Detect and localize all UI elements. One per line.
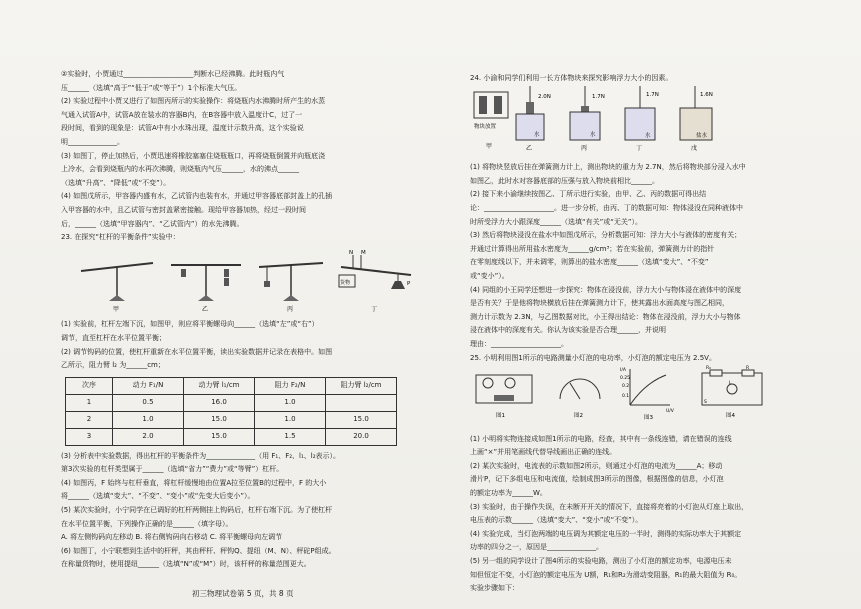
figure-label: P — [407, 280, 411, 287]
text-line: (5) 另一组的同学设计了图4所示的实验电路，测出了小灯泡的额定功率，电源电压未 — [470, 557, 732, 566]
text-line: (3) 如图丁，停止加热后，小贾迅速将橡胶塞塞住烧瓶瓶口，再将烧瓶倒置并向瓶底浇 — [61, 151, 326, 160]
figure-label: N — [349, 249, 354, 256]
data-table — [65, 377, 397, 446]
text-line: 功率的四分之一，原因是______________。 — [470, 543, 603, 552]
figure-label: 水 — [590, 131, 596, 138]
circuit-figure-3 — [620, 367, 675, 421]
figure-label: 水 — [534, 131, 540, 138]
figure-label: M — [361, 249, 366, 256]
figure-label: 丁 — [636, 144, 643, 152]
question-title: 25. 小明利用图1所示的电路测量小灯泡的电功率，小灯泡的额定电压为 2.5V。 — [470, 353, 716, 362]
text-line: (4) 同组的小王同学还想进一步探究：物体在浸没前，浮力大小与物体浸在液体中的深度 — [470, 285, 742, 294]
text-line: (3) 分析表中实验数据，得出杠杆的平衡条件为______________（用 F₁、F₂、l₁、l₂表示）。 — [61, 451, 341, 460]
text-line: (1) 实验前，杠杆左端下沉，如图甲，则应将平衡螺母向______（选填“左”或“右”） — [61, 320, 319, 329]
figure-label: S — [704, 400, 707, 406]
text-line: 在水平位置平衡，下列操作正确的是______（填字母）。 — [61, 519, 233, 528]
text-line: (2) 实验过程中小贾又进行了如图丙所示的实验操作：将烧瓶内水沸腾时所产生的水蒸 — [61, 97, 326, 106]
figure-label: U/V — [666, 409, 674, 415]
figure-label: 物块放置 — [474, 123, 497, 130]
text-line: 后，______（选填“甲容器内”、“乙试管内”）的水先沸腾。 — [61, 219, 244, 228]
text-line: (4) 如图戊所示，甲容器内盛有水，乙试管内也装有水，并通过甲容器底部封盖上的孔插 — [61, 192, 333, 201]
figure-label: 2.0N — [538, 93, 551, 100]
text-line: (1) 小明将实物连接成如图1所示的电路，经查，其中有一条线连错，请在错误的连线 — [470, 434, 732, 443]
figure-label: 图1 — [496, 413, 505, 420]
table-cell: 15.0 — [184, 411, 255, 428]
table-row — [66, 428, 397, 445]
figure-label: 乙 — [202, 305, 209, 313]
text-line: 测力计示数为 2.3N，与乙图数据对比，小王得出结论：物体在浸没前，浮力大小与物体 — [470, 312, 741, 321]
circuit-figure-4 — [702, 365, 762, 419]
text-line: （选填“升高”、“降低”或“不变”）。 — [61, 178, 171, 187]
table-cell: 1.0 — [255, 394, 326, 411]
text-line: (3) 然后将物块浸没在盐水中如图戊所示，分析数据可知：浮力大小与液体的密度有关； — [470, 231, 742, 240]
table-row — [66, 411, 397, 428]
buoyancy-figure-ding — [625, 86, 659, 152]
table-cell: 16.0 — [184, 394, 255, 411]
figure-label: 图4 — [726, 413, 735, 420]
buoyancy-figure-yi — [516, 86, 551, 152]
text-line: 明______________。 — [61, 137, 124, 146]
table-cell: 15.0 — [184, 428, 255, 445]
buoyancy-figure-jia — [474, 92, 508, 150]
left-column — [61, 68, 431, 572]
buoyancy-figures — [470, 86, 826, 156]
question-title: 23. 在探究“杠杆的平衡条件”实验中： — [61, 233, 180, 242]
question-title: 24. 小渝和同学们利用一长方体物块来探究影响浮力大小的因素。 — [470, 74, 673, 82]
figure-label: 戊 — [691, 144, 698, 152]
figure-label: 0.1 — [622, 394, 630, 400]
circuit-figure-1 — [476, 375, 532, 419]
figure-label: 盐水 — [696, 132, 708, 139]
table-cell: 2.0 — [113, 428, 184, 445]
text-line: (3) 实验时，由于操作失误，在未断开开关的情况下，直接将亮着的小灯泡从灯座上取出， — [470, 502, 749, 511]
text-line: (5) 某次实验时，小宁同学在已调好的杠杆两侧挂上钩码后，杠杆右端下沉。为了使杠杆 — [61, 506, 333, 515]
figure-label: 1.6N — [700, 91, 713, 98]
figure-label: 货物 — [340, 279, 351, 286]
text-line: 滑片P，记下多组电压和电流值，绘制成图3所示的图像，根据图像的信息，小灯泡 — [470, 475, 724, 484]
figure-label: 甲 — [486, 142, 493, 150]
table-header: 动力臂 l₁/cm — [184, 377, 255, 394]
text-line: 的额定功率为______W。 — [470, 489, 547, 498]
buoyancy-figure-bing — [570, 86, 605, 152]
text-line: A. 将左侧钩码向左移动 B. 将右侧钩码向右移动 C. 将平衡螺母向左调节 — [61, 533, 283, 542]
table-header: 次序 — [66, 377, 113, 394]
text-line: 电压表的示数______（选填“变大”、“变小”或“不变”）。 — [470, 516, 643, 525]
table-header: 动力 F₁/N — [113, 377, 184, 394]
text-line: 时所受浮力大小跟深度______（选填“有关”或“无关”）。 — [470, 217, 643, 226]
figure-label: 甲 — [113, 305, 120, 313]
figure-label: 丁 — [371, 305, 378, 313]
text-line: 并通过计算得出所用盐水密度为______g/cm³；若在实验前，弹簧测力计的指针 — [470, 244, 715, 253]
buoyancy-figure-wu — [680, 86, 713, 152]
text-line: (2) 调节钩码的位置，使杠杆重新在水平位置平衡，读出实验数据并记录在表格中。如图 — [61, 347, 333, 356]
text-line: 上画“×”并用笔画线代替导线画出正确的连线。 — [470, 448, 617, 457]
figure-label: L — [729, 381, 732, 387]
text-line: (2) 某次实验时，电流表的示数如图2所示，则通过小灯泡的电流为______A；移动 — [470, 461, 723, 470]
text-line: 乙所示，阻力臂 l₂ 为______cm； — [61, 361, 165, 370]
text-line: 入甲容器的水中，且乙试管与密封盖紧密接触。现给甲容器加热，经过一段时间 — [61, 205, 306, 214]
figure-label: R₀ — [706, 366, 711, 372]
table-row — [66, 394, 397, 411]
figure-label: R — [746, 366, 750, 372]
lever-figure-jia — [81, 263, 153, 313]
text-line: 或“变小”）。 — [470, 271, 509, 280]
text-line: 调节，直至杠杆在水平位置平衡； — [61, 333, 166, 342]
text-line: 实验步骤如下： — [470, 584, 519, 593]
figure-label: 丙 — [581, 144, 588, 152]
text-line: (1) 将物块竖放后挂在弹簧测力计上，测出物块的重力为 2.7N，然后将物块部分浸入水中 — [470, 163, 746, 172]
lever-figure-ding — [339, 250, 411, 313]
table-cell: 15.0 — [326, 411, 397, 428]
text-line: 将______（选填“变大”、“不变”、“变小”或“先变大后变小”）。 — [61, 492, 255, 501]
table-cell: 1.0 — [113, 411, 184, 428]
table-header: 阻力臂 l₂/cm — [326, 377, 397, 394]
table-cell: 1 — [66, 394, 113, 411]
text-line: 如图乙，此时水对容器底部的压强与放入物块前相比______。 — [470, 176, 659, 185]
table-cell: 0.5 — [113, 394, 184, 411]
figure-label: I/A — [620, 368, 626, 374]
right-column — [470, 72, 826, 596]
text-line: 气通入试管A中，试管A放在装水的容器B内，在B容器中放入温度计C，过了一 — [61, 110, 303, 119]
text-line: 论：____________________。进一步分析，由丙、丁的数据可知：物体浸没在同种液体中 — [470, 203, 743, 212]
text-line: 是否有关？于是他将物块横放后挂在弹簧测力计下，使其露出水面高度与图乙相同， — [470, 299, 729, 308]
table-cell — [326, 394, 397, 411]
figure-label: 丙 — [287, 305, 294, 313]
page-footer: 初三物理试卷第 5 页，共 8 页 — [192, 589, 294, 598]
figure-label: 图3 — [644, 415, 653, 422]
text-line: (4) 如图丙，F 始终与杠杆垂直，将杠杆缓慢地由位置A拉至位置B的过程中，F 的大小 — [61, 478, 327, 487]
lever-figure-bing — [259, 263, 323, 313]
table-cell: 20.0 — [326, 428, 397, 445]
text-line: 上冷水，会看到烧瓶内的水再次沸腾，则烧瓶内气压______，水的沸点______ — [61, 165, 299, 174]
figure-label: 1.7N — [592, 93, 605, 100]
text-line: 知但恒定不变，小灯泡的额定电压为 U额，R₁和R₂为滑动变阻器，R₁的最大阻值为 R₀。 — [470, 570, 742, 579]
lever-figures — [61, 245, 431, 313]
table-cell: 1.5 — [255, 428, 326, 445]
table-cell: 2 — [66, 411, 113, 428]
table-cell: 3 — [66, 428, 113, 445]
text-line: 理由：____________________。 — [470, 339, 568, 348]
figure-label: 1.7N — [646, 91, 659, 98]
text-line: 第3次实验的杠杆类型属于______（选填“省力”“费力”或“等臂”）杠杆。 — [61, 465, 284, 474]
table-header: 阻力 F₂/N — [255, 377, 326, 394]
figure-label: 0.25 — [620, 376, 631, 382]
figure-label: 乙 — [526, 144, 533, 152]
text-line: 在称量货物时，使用提纽______（选填“N”或“M”）时，该杆秤的称量范围更大。 — [61, 560, 311, 569]
text-line: (6) 如图丁，小宁联想到生活中的杆秤，其由秤杆、秤钩Q、提纽（M、N）、秤砣P组成。 — [61, 546, 336, 555]
text-line: (4) 实验完成，当灯泡两端的电压调为其额定电压的一半时，测得的实际功率大于其额定 — [470, 529, 742, 538]
text-line: 浸在液体中的深度有关。你认为该实验是否合理______，并说明 — [470, 326, 666, 335]
text-line: 压______（选填“高于”“低于”或“等于”）1个标准大气压。 — [61, 83, 242, 92]
table-cell: 1.0 — [255, 411, 326, 428]
text-line: 段时间，看到的现象是：试管A中有小水珠出现，温度计示数升高，这个实验说 — [61, 124, 304, 133]
text-line: (2) 接下来小渝继续按图乙、丁所示进行实验，由甲、乙、丙的数据可得出结 — [470, 190, 707, 199]
figure-label: 水 — [645, 132, 651, 139]
text-line: ②实验时，小贾通过____________________判断水已经沸腾。此时瓶内气 — [61, 70, 285, 78]
figure-label: 0.2 — [622, 384, 630, 390]
circuit-figure-2 — [560, 379, 600, 419]
text-line: 在零刻度线以下，并未调零，则算出的盐水密度______（选填“变大”、“不变” — [470, 258, 709, 267]
figure-label: 图2 — [574, 413, 583, 420]
circuit-figures — [470, 365, 826, 427]
lever-figure-yi — [171, 265, 241, 313]
